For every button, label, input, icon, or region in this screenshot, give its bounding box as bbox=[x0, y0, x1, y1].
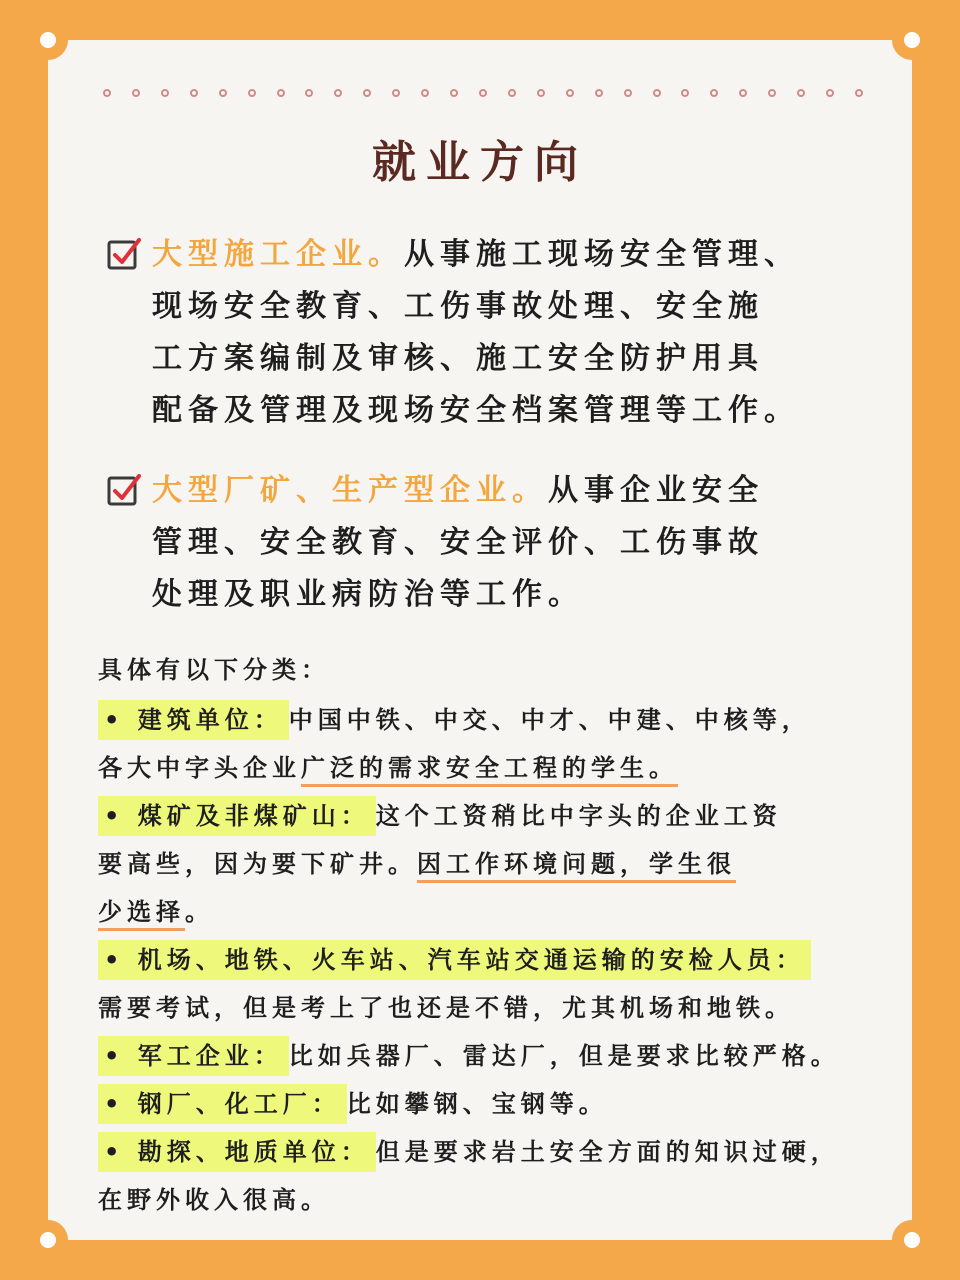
content-card bbox=[48, 40, 912, 1240]
list-item-cont bbox=[98, 748, 678, 783]
corner-notch bbox=[892, 1220, 932, 1260]
item-text: 比如攀钢、宝钢等。 bbox=[346, 1090, 608, 1118]
item-text: 各大中字头企业 bbox=[98, 754, 301, 782]
list-item bbox=[98, 1036, 840, 1071]
item-label: • 建筑单位： bbox=[98, 700, 289, 740]
list-item-cont: 在野外收入很高。 bbox=[98, 1186, 330, 1214]
item-text-underlined: 少选择 bbox=[98, 898, 185, 931]
list-item bbox=[98, 1084, 608, 1119]
item-text: 中国中铁、中交、中才、中建、中核等， bbox=[288, 706, 811, 734]
item-text: 。 bbox=[185, 898, 214, 926]
item-text-underlined: 因工作环境问题，学生很 bbox=[417, 850, 736, 883]
checkbox-icon bbox=[106, 236, 142, 272]
item-label: • 钢厂、化工厂： bbox=[98, 1084, 347, 1124]
item-text: 但是要求岩土安全方面的知识过硬， bbox=[375, 1138, 840, 1166]
list-item-cont bbox=[98, 844, 736, 879]
section-text: 处理及职业病防治等工作。 bbox=[152, 577, 584, 612]
corner-notch bbox=[28, 1220, 68, 1260]
dotted-divider bbox=[103, 87, 863, 99]
section-text: 管理、安全教育、安全评价、工伤事故 bbox=[152, 525, 764, 560]
item-label: • 军工企业： bbox=[98, 1036, 289, 1076]
list-item bbox=[98, 700, 811, 735]
section-text: 从事施工现场安全管理、 bbox=[404, 237, 800, 272]
item-label: • 机场、地铁、火车站、汽车站交通运输的安检人员： bbox=[98, 940, 811, 980]
list-item-cont: 需要考试，但是考上了也还是不错，尤其机场和地铁。 bbox=[98, 994, 794, 1022]
section-text: 配备及管理及现场安全档案管理等工作。 bbox=[152, 393, 800, 428]
section-text: 从事企业安全 bbox=[548, 473, 764, 508]
section-heading: 大型厂矿、生产型企业。 bbox=[152, 473, 548, 508]
page-title: 就业方向 bbox=[372, 137, 588, 188]
item-text-underlined: 广泛的需求安全工程的学生。 bbox=[301, 754, 678, 787]
item-text: 这个工资稍比中字头的企业工资 bbox=[375, 802, 782, 830]
list-item bbox=[98, 1132, 840, 1167]
category-list bbox=[98, 650, 898, 1220]
item-label: • 勘探、地质单位： bbox=[98, 1132, 376, 1172]
corner-notch bbox=[28, 20, 68, 60]
section-text: 工方案编制及审核、施工安全防护用具 bbox=[152, 341, 764, 376]
section-large-construction bbox=[152, 229, 852, 437]
list-item bbox=[98, 940, 811, 975]
section-heading: 大型施工企业。 bbox=[152, 237, 404, 272]
checkbox-icon bbox=[106, 472, 142, 508]
item-text: 比如兵器厂、雷达厂，但是要求比较严格。 bbox=[288, 1042, 840, 1070]
item-label: • 煤矿及非煤矿山： bbox=[98, 796, 376, 836]
list-item bbox=[98, 796, 782, 831]
list-item-cont bbox=[98, 892, 214, 927]
list-intro: 具体有以下分类： bbox=[98, 656, 330, 684]
item-text: 要高些，因为要下矿井。 bbox=[98, 850, 417, 878]
section-text: 现场安全教育、工伤事故处理、安全施 bbox=[152, 289, 764, 324]
corner-notch bbox=[892, 20, 932, 60]
section-factory-mining bbox=[152, 465, 852, 621]
